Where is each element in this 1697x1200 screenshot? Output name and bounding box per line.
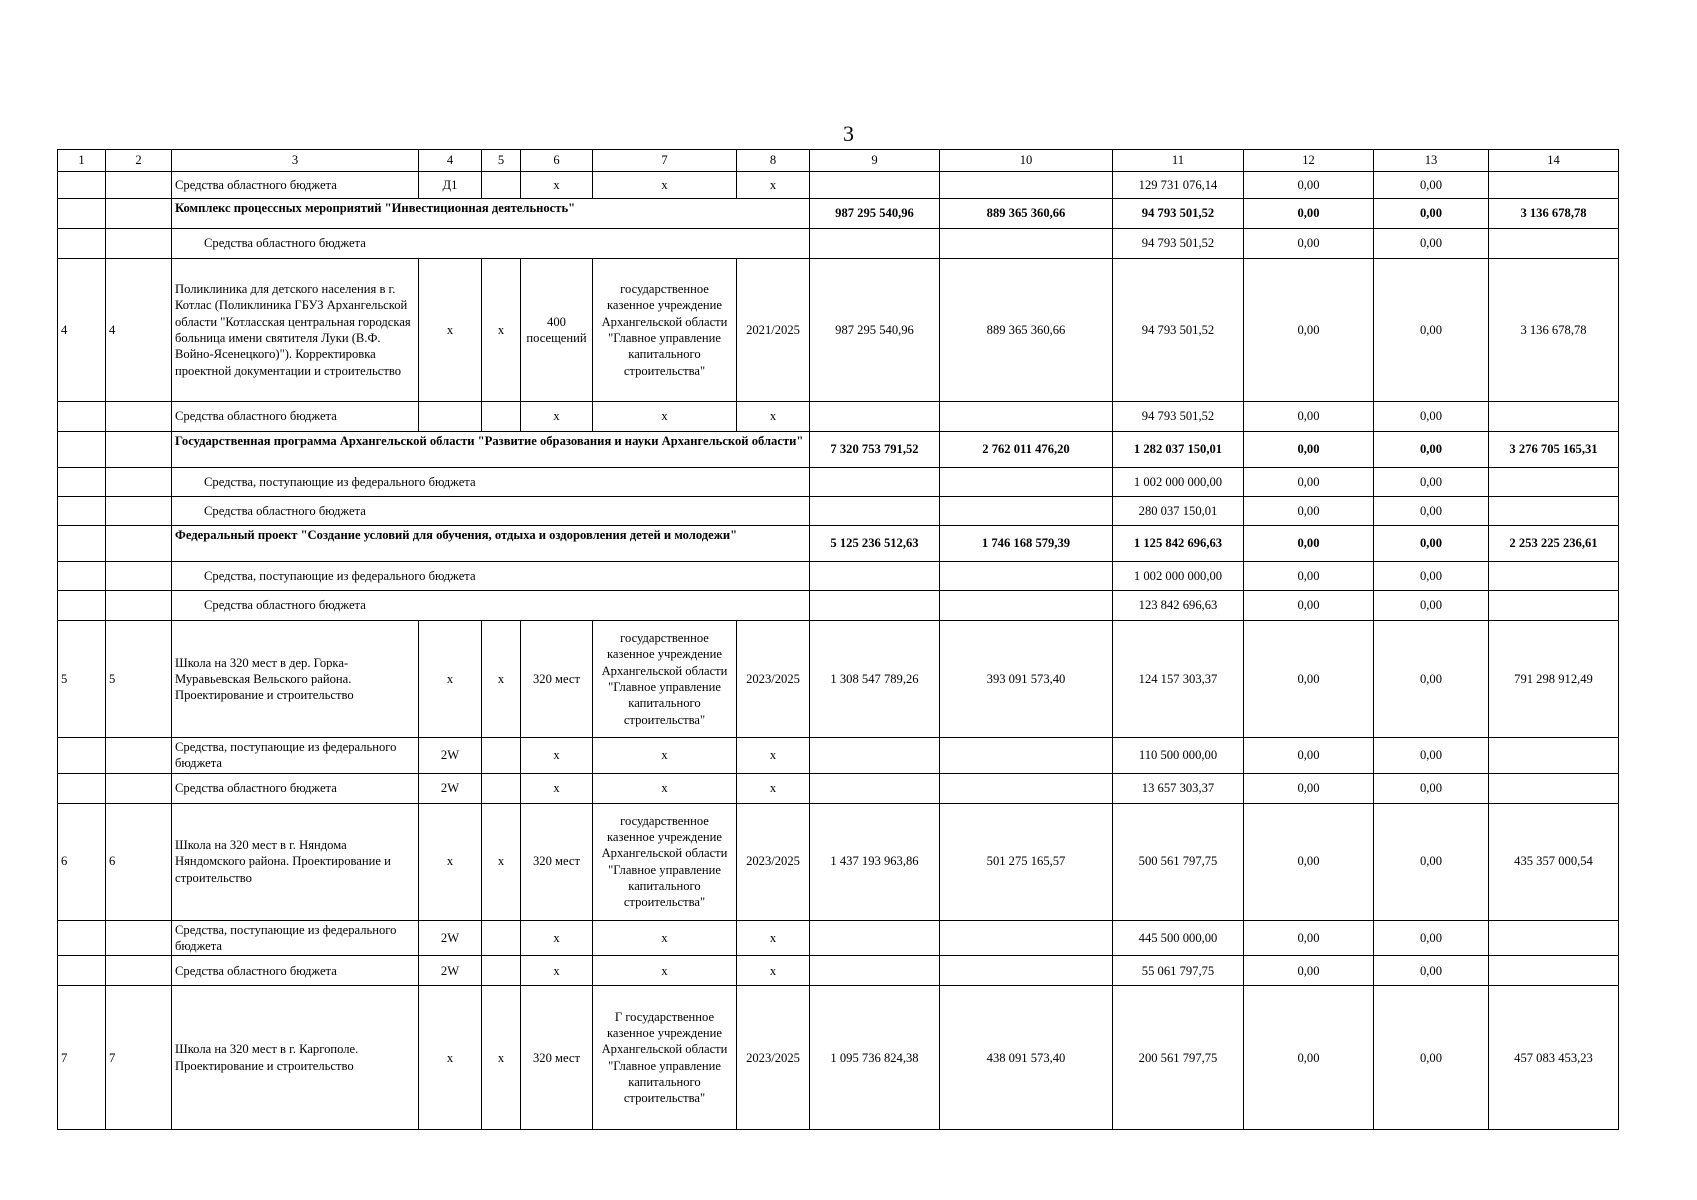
amount-cell: 0,00 [1374,956,1489,986]
amount-cell: 0,00 [1374,497,1489,526]
empty-cell [106,229,172,259]
code-cell: 2W [419,773,482,803]
amount-cell: 0,00 [1374,591,1489,621]
row-number: 4 [106,259,172,402]
amount-cell: 55 061 797,75 [1113,956,1244,986]
amount-cell [810,402,940,432]
amount-cell: 0,00 [1244,526,1374,562]
funding-source-label: Средства областного бюджета [172,402,419,432]
funding-row [58,773,1619,803]
amount-cell: 7 320 753 791,52 [810,432,940,468]
column-number-header: 9 [810,150,940,172]
amount-cell: 438 091 573,40 [940,986,1113,1130]
capacity-cell: х [521,920,593,956]
row-number [106,738,172,774]
amount-cell [1489,229,1619,259]
amount-cell [810,229,940,259]
amount-cell: 0,00 [1374,986,1489,1130]
empty-cell [58,497,106,526]
empty-cell [58,229,106,259]
section-row [58,199,1619,229]
object-row [58,803,1619,920]
amount-cell: 1 282 037 150,01 [1113,432,1244,468]
amount-cell [1489,468,1619,497]
row-number [58,402,106,432]
funding-source-label: Средства, поступающие из федерального бюджета [172,920,419,956]
amount-cell [940,562,1113,591]
amount-cell: 0,00 [1244,229,1374,259]
row-number: 6 [106,803,172,920]
amount-cell: 889 365 360,66 [940,199,1113,229]
amount-cell [940,468,1113,497]
amount-cell: 13 657 303,37 [1113,773,1244,803]
amount-cell: 0,00 [1374,468,1489,497]
period-cell: х [737,172,810,199]
amount-cell: 0,00 [1244,402,1374,432]
code-cell: 2W [419,920,482,956]
amount-cell: 3 136 678,78 [1489,199,1619,229]
amount-cell [1489,402,1619,432]
amount-cell: 0,00 [1374,773,1489,803]
row-number [58,773,106,803]
amount-cell: 457 083 453,23 [1489,986,1619,1130]
amount-cell: 987 295 540,96 [810,199,940,229]
amount-cell [1489,562,1619,591]
customer-cell: государственное казенное учреждение Архангельской области "Главное управление капитального строительства" [593,803,737,920]
amount-cell: 0,00 [1244,621,1374,738]
amount-cell [940,773,1113,803]
amount-cell: 0,00 [1374,920,1489,956]
amount-cell [810,172,940,199]
amount-cell: 1 095 736 824,38 [810,986,940,1130]
amount-cell [810,468,940,497]
funding-source-label: Средства областного бюджета [172,591,810,621]
funding-row [58,920,1619,956]
column-number-header: 12 [1244,150,1374,172]
amount-cell: 2 762 011 476,20 [940,432,1113,468]
row-number [58,920,106,956]
capacity-cell: х [521,738,593,774]
amount-cell: 94 793 501,52 [1113,259,1244,402]
empty-cell [106,199,172,229]
code-cell: х [482,621,521,738]
section-title: Комплекс процессных мероприятий "Инвестиционная деятельность" [172,199,810,229]
code-cell: х [482,259,521,402]
row-number: 6 [58,803,106,920]
amount-cell: 0,00 [1244,986,1374,1130]
amount-cell [940,738,1113,774]
row-number [106,172,172,199]
object-row [58,986,1619,1130]
amount-cell: 0,00 [1374,259,1489,402]
capacity-cell: 320 мест [521,803,593,920]
amount-cell: 0,00 [1244,259,1374,402]
object-name: Школа на 320 мест в г. Каргополе. Проектирование и строительство [172,986,419,1130]
amount-cell: 94 793 501,52 [1113,402,1244,432]
amount-cell: 1 002 000 000,00 [1113,562,1244,591]
amount-cell: 0,00 [1244,738,1374,774]
amount-cell [810,738,940,774]
amount-cell: 500 561 797,75 [1113,803,1244,920]
amount-cell [1489,920,1619,956]
empty-cell [58,468,106,497]
amount-cell [940,229,1113,259]
period-cell: 2023/2025 [737,986,810,1130]
column-number-header: 7 [593,150,737,172]
amount-cell [940,402,1113,432]
header-row [58,150,1619,172]
period-cell: х [737,402,810,432]
customer-cell: х [593,956,737,986]
funding-source-label: Средства, поступающие из федерального бюджета [172,562,810,591]
amount-cell: 0,00 [1244,172,1374,199]
amount-cell: 0,00 [1374,803,1489,920]
funding-row [58,172,1619,199]
empty-cell [106,591,172,621]
amount-cell [1489,172,1619,199]
funding-source-label: Средства областного бюджета [172,773,419,803]
empty-cell [58,199,106,229]
code-cell [482,172,521,199]
amount-cell: 94 793 501,52 [1113,199,1244,229]
amount-cell: 0,00 [1374,172,1489,199]
empty-cell [58,526,106,562]
code-cell: х [419,621,482,738]
amount-cell: 0,00 [1244,468,1374,497]
amount-cell: 0,00 [1374,432,1489,468]
funding-subtotal-row [58,468,1619,497]
capacity-cell: х [521,172,593,199]
row-number: 4 [58,259,106,402]
column-number-header: 14 [1489,150,1619,172]
amount-cell [940,956,1113,986]
amount-cell: 0,00 [1374,402,1489,432]
amount-cell [810,562,940,591]
customer-cell: государственное казенное учреждение Архангельской области "Главное управление капитального строительства" [593,621,737,738]
period-cell: х [737,920,810,956]
column-number-header: 1 [58,150,106,172]
amount-cell: 1 125 842 696,63 [1113,526,1244,562]
customer-cell: х [593,402,737,432]
amount-cell: 0,00 [1244,199,1374,229]
amount-cell [1489,591,1619,621]
funding-source-label: Средства, поступающие из федерального бюджета [172,738,419,774]
amount-cell: 280 037 150,01 [1113,497,1244,526]
amount-cell: 393 091 573,40 [940,621,1113,738]
amount-cell: 0,00 [1244,591,1374,621]
page-number: 3 [843,121,854,146]
customer-cell: х [593,920,737,956]
period-cell: х [737,738,810,774]
column-number-header: 13 [1374,150,1489,172]
code-cell [482,738,521,774]
funding-row [58,402,1619,432]
row-number [106,920,172,956]
object-name: Школа на 320 мест в г. Няндома Няндомского района. Проектирование и строительство [172,803,419,920]
section-title: Федеральный проект "Создание условий для обучения, отдыха и оздоровления детей и молодежи" [172,526,810,562]
funding-source-label: Средства областного бюджета [172,497,810,526]
customer-cell: х [593,773,737,803]
code-cell: Д1 [419,172,482,199]
empty-cell [58,432,106,468]
funding-row [58,956,1619,986]
amount-cell: 3 136 678,78 [1489,259,1619,402]
amount-cell: 0,00 [1374,562,1489,591]
object-row [58,259,1619,402]
column-number-header: 3 [172,150,419,172]
amount-cell: 0,00 [1374,229,1489,259]
row-number [58,738,106,774]
code-cell [419,402,482,432]
amount-cell: 987 295 540,96 [810,259,940,402]
amount-cell [1489,773,1619,803]
amount-cell: 1 308 547 789,26 [810,621,940,738]
code-cell [482,402,521,432]
code-cell: х [419,259,482,402]
object-name: Поликлиника для детского населения в г. Котлас (Поликлиника ГБУЗ Архангельской области "Котласская центральная городская больница имени святителя Луки (В.Ф. Войно-Ясенецкого)"). Корректировка проектной документации и строительство [172,259,419,402]
empty-cell [58,562,106,591]
object-row [58,621,1619,738]
amount-cell [810,920,940,956]
funding-subtotal-row [58,497,1619,526]
code-cell: х [482,986,521,1130]
funding-subtotal-row [58,229,1619,259]
section-row [58,526,1619,562]
capacity-cell: х [521,956,593,986]
capacity-cell: х [521,773,593,803]
row-number: 5 [58,621,106,738]
funding-source-label: Средства областного бюджета [172,172,419,199]
column-number-header: 5 [482,150,521,172]
amount-cell: 110 500 000,00 [1113,738,1244,774]
section-title: Государственная программа Архангельской области "Развитие образования и науки Архангельской области" [172,432,810,468]
period-cell: х [737,956,810,986]
amount-cell: 1 002 000 000,00 [1113,468,1244,497]
capacity-cell: 320 мест [521,621,593,738]
funding-source-label: Средства областного бюджета [172,956,419,986]
code-cell [482,956,521,986]
amount-cell [940,172,1113,199]
amount-cell: 1 746 168 579,39 [940,526,1113,562]
period-cell: 2023/2025 [737,621,810,738]
amount-cell: 1 437 193 963,86 [810,803,940,920]
column-number-header: 2 [106,150,172,172]
amount-cell: 3 276 705 165,31 [1489,432,1619,468]
amount-cell: 0,00 [1374,738,1489,774]
capacity-cell: 320 мест [521,986,593,1130]
amount-cell: 0,00 [1244,920,1374,956]
amount-cell: 124 157 303,37 [1113,621,1244,738]
amount-cell: 94 793 501,52 [1113,229,1244,259]
empty-cell [106,468,172,497]
empty-cell [106,526,172,562]
column-number-header: 6 [521,150,593,172]
amount-cell: 0,00 [1244,803,1374,920]
period-cell: х [737,773,810,803]
period-cell: 2021/2025 [737,259,810,402]
amount-cell: 445 500 000,00 [1113,920,1244,956]
amount-cell: 889 365 360,66 [940,259,1113,402]
code-cell: х [419,986,482,1130]
capacity-cell: 400 посещений [521,259,593,402]
amount-cell [810,497,940,526]
amount-cell: 0,00 [1244,497,1374,526]
amount-cell: 5 125 236 512,63 [810,526,940,562]
customer-cell: Г государственное казенное учреждение Архангельской области "Главное управление капитального строительства" [593,986,737,1130]
section-row [58,432,1619,468]
column-number-header: 4 [419,150,482,172]
amount-cell: 200 561 797,75 [1113,986,1244,1130]
code-cell: 2W [419,738,482,774]
amount-cell [810,591,940,621]
column-number-header: 8 [737,150,810,172]
amount-cell: 435 357 000,54 [1489,803,1619,920]
amount-cell [810,956,940,986]
empty-cell [106,432,172,468]
amount-cell: 0,00 [1374,199,1489,229]
funding-source-label: Средства областного бюджета [172,229,810,259]
amount-cell [1489,956,1619,986]
amount-cell: 129 731 076,14 [1113,172,1244,199]
row-number: 7 [58,986,106,1130]
amount-cell: 0,00 [1244,956,1374,986]
object-name: Школа на 320 мест в дер. Горка-Муравьевская Вельского района. Проектирование и строительство [172,621,419,738]
row-number [58,956,106,986]
code-cell: 2W [419,956,482,986]
row-number [106,402,172,432]
funding-source-label: Средства, поступающие из федерального бюджета [172,468,810,497]
period-cell: 2023/2025 [737,803,810,920]
column-number-header: 10 [940,150,1113,172]
amount-cell [810,773,940,803]
amount-cell [1489,497,1619,526]
code-cell: х [482,803,521,920]
row-number [58,172,106,199]
funding-subtotal-row [58,591,1619,621]
amount-cell: 2 253 225 236,61 [1489,526,1619,562]
empty-cell [106,497,172,526]
code-cell [482,773,521,803]
customer-cell: х [593,172,737,199]
row-number: 7 [106,986,172,1130]
amount-cell: 501 275 165,57 [940,803,1113,920]
code-cell: х [419,803,482,920]
customer-cell: х [593,738,737,774]
amount-cell: 0,00 [1244,432,1374,468]
funding-subtotal-row [58,562,1619,591]
capacity-cell: х [521,402,593,432]
amount-cell [940,591,1113,621]
amount-cell [1489,738,1619,774]
code-cell [482,920,521,956]
amount-cell: 0,00 [1374,621,1489,738]
row-number [106,773,172,803]
row-number: 5 [106,621,172,738]
amount-cell: 0,00 [1374,526,1489,562]
row-number [106,956,172,986]
amount-cell: 0,00 [1244,562,1374,591]
customer-cell: государственное казенное учреждение Архангельской области "Главное управление капитального строительства" [593,259,737,402]
amount-cell: 0,00 [1244,773,1374,803]
amount-cell: 123 842 696,63 [1113,591,1244,621]
amount-cell [940,920,1113,956]
column-number-header: 11 [1113,150,1244,172]
funding-row [58,738,1619,774]
empty-cell [58,591,106,621]
empty-cell [106,562,172,591]
amount-cell: 791 298 912,49 [1489,621,1619,738]
amount-cell [940,497,1113,526]
investment-table [57,149,1619,1130]
